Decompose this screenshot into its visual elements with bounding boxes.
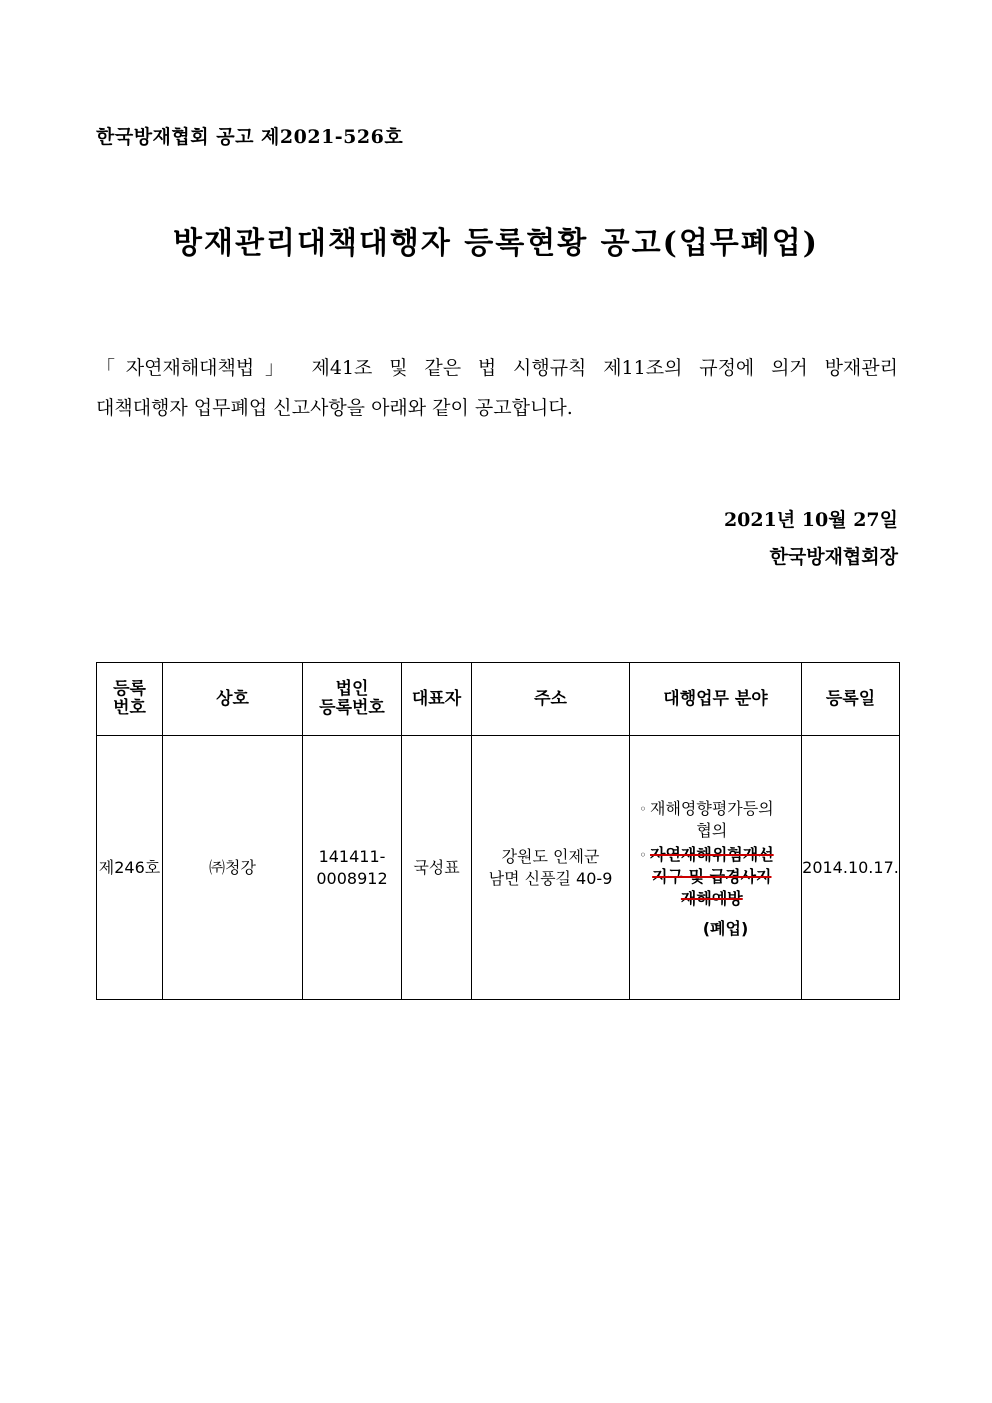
- field-1-line2: 협의: [696, 820, 728, 840]
- header-ceo: 대표자: [402, 663, 472, 736]
- header-corp-no-line1: 법인: [335, 679, 369, 699]
- field-item-closed-text: [650, 844, 774, 910]
- bullet-icon: ◦: [639, 847, 647, 862]
- table-header-row: [97, 663, 900, 736]
- body-line-2: 대책대행자 업무폐업 신고사항을 아래와 같이 공고합니다.: [96, 397, 573, 419]
- header-reg-no-line2: 번호: [113, 698, 146, 718]
- cell-business-field: [630, 736, 802, 1000]
- field-1-line1: 재해영향평가등의: [650, 798, 774, 818]
- header-corp-no-line2: 등록번호: [319, 698, 385, 718]
- corp-no-line1: 141411-: [318, 846, 386, 866]
- closed-label: (폐업): [702, 918, 749, 938]
- field-item-closed: [636, 844, 801, 910]
- field-2-line3: 재해예방: [680, 888, 743, 908]
- field-2-line1: 자연재해위험개선: [650, 844, 774, 864]
- issuer-name: 한국방재협회장: [769, 546, 898, 568]
- cell-reg-no: 제246호: [97, 736, 163, 1000]
- cell-ceo: 국성표: [402, 736, 472, 1000]
- document-title: 방재관리대책대행자 등록현황 공고(업무폐업): [173, 226, 819, 261]
- notice-number: 한국방재협회 공고 제2021-526호: [96, 126, 404, 148]
- registration-table: [96, 662, 900, 1000]
- address-line1: 강원도 인제군: [501, 846, 600, 866]
- cell-reg-date: 2014.10.17.: [802, 736, 900, 1000]
- header-address: 주소: [472, 663, 630, 736]
- corp-no-line2: 0008912: [316, 868, 388, 888]
- cell-address: [472, 736, 630, 1000]
- field-item-active-text: [650, 798, 774, 842]
- notice-body: [96, 348, 898, 428]
- header-reg-date: 등록일: [802, 663, 900, 736]
- notice-date: 2021년 10월 27일: [723, 509, 898, 531]
- body-line-1: 「자연재해대책법」 제41조 및 같은 법 시행규칙 제11조의 규정에 의거 방재관리: [96, 357, 898, 379]
- table-row: [97, 736, 900, 1000]
- header-corp-no: [303, 663, 402, 736]
- cell-company: ㈜청강: [163, 736, 303, 1000]
- address-line2: 남면 신풍길 40-9: [488, 868, 613, 888]
- header-business-field: 대행업무 분야: [630, 663, 802, 736]
- header-company: 상호: [163, 663, 303, 736]
- header-reg-no: [97, 663, 163, 736]
- field-2-line2: 지구 및 급경사지: [652, 866, 772, 886]
- cell-corp-no: [303, 736, 402, 1000]
- field-item-active: [636, 798, 801, 842]
- header-reg-no-line1: 등록: [113, 679, 146, 699]
- bullet-icon: ◦: [639, 801, 647, 816]
